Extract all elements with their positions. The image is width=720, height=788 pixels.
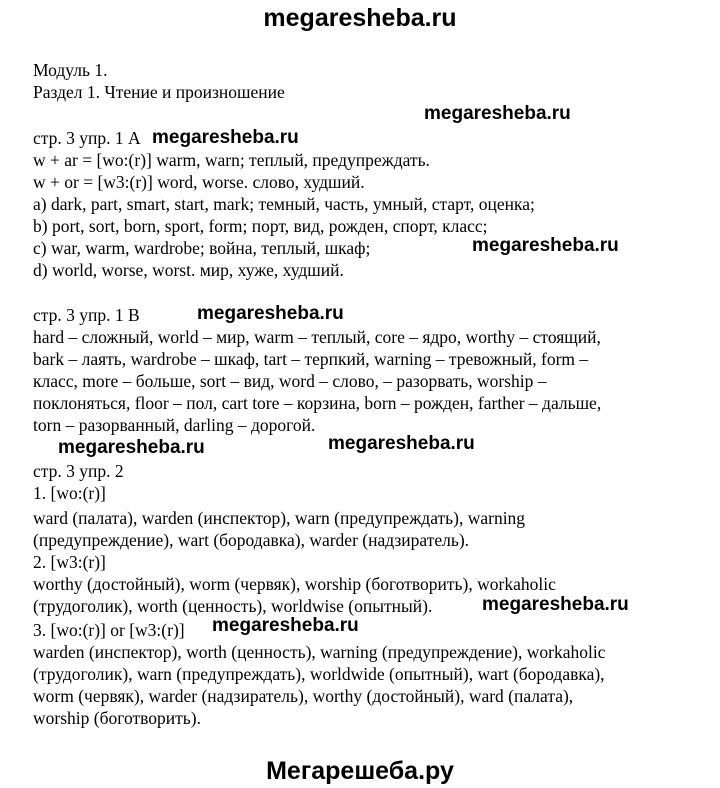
exercise-2-part2-header: 2. [w3:(r)] <box>33 552 106 572</box>
watermark-inline: megaresheba.ru <box>328 433 475 454</box>
watermark-inline: megaresheba.ru <box>424 103 571 124</box>
exercise-1b-line: torn – разорванный, darling – дорогой. <box>33 415 316 435</box>
exercise-2-part2-line: (трудоголик), worth (ценность), worldwise (опытный). <box>33 596 433 616</box>
exercise-2-part1-header: 1. [wo:(r)] <box>33 483 106 503</box>
watermark-inline: megaresheba.ru <box>197 303 344 324</box>
watermark-inline: megaresheba.ru <box>58 437 205 458</box>
watermark-inline: megaresheba.ru <box>472 235 619 256</box>
exercise-1b-line: класс, more – больше, sort – вид, word – слово, – разорвать, worship – <box>33 371 547 391</box>
exercise-1a-line: w + or = [w3:(r)] word, worse. слово, худший. <box>33 172 365 192</box>
section-title: Раздел 1. Чтение и произношение <box>33 82 285 102</box>
exercise-2-part3-line: worship (боготворить). <box>33 708 201 728</box>
exercise-1b-line: hard – сложный, world – мир, warm – теплый, core – ядро, worthy – стоящий, <box>33 327 601 347</box>
exercise-1a-line: w + ar = [wo:(r)] warm, warn; теплый, предупреждать. <box>33 150 430 170</box>
exercise-2-part2-line: worthy (достойный), worm (червяк), worship (боготворить), workaholic <box>33 574 556 594</box>
exercise-2-part3-header: 3. [wo:(r)] or [w3:(r)] <box>33 620 185 640</box>
exercise-2-part3-line: warden (инспектор), worth (ценность), warning (предупреждение), workaholic <box>33 642 606 662</box>
watermark-bottom: Мегарешеба.ру <box>266 757 454 785</box>
exercise-2-part1-line: (предупреждение), wart (бородавка), warder (надзиратель). <box>33 530 470 550</box>
watermark-top: megaresheba.ru <box>263 4 457 32</box>
exercise-2-part3-line: worm (червяк), warder (надзиратель), worthy (достойный), ward (палата), <box>33 686 574 706</box>
watermark-inline: megaresheba.ru <box>152 127 299 148</box>
exercise-1b-line: bark – лаять, wardrobe – шкаф, tart – терпкий, warning – тревожный, form – <box>33 349 589 369</box>
exercise-1b-header: стр. 3 упр. 1 B <box>33 305 140 325</box>
exercise-1a-line: b) port, sort, born, sport, form; порт, вид, рожден, спорт, класс; <box>33 216 488 236</box>
exercise-2-header: стр. 3 упр. 2 <box>33 461 124 481</box>
watermark-inline: megaresheba.ru <box>482 594 629 615</box>
exercise-1a-line: c) war, warm, wardrobe; война, теплый, шкаф; <box>33 238 371 258</box>
module-title: Модуль 1. <box>33 60 108 80</box>
watermark-inline: megaresheba.ru <box>212 615 359 636</box>
exercise-1a-line: d) world, worse, worst. мир, хуже, худший. <box>33 260 344 280</box>
exercise-2-part1-line: ward (палата), warden (инспектор), warn (предупреждать), warning <box>33 508 526 528</box>
exercise-2-part3-line: (трудоголик), warn (предупреждать), worldwide (опытный), wart (бородавка), <box>33 664 605 684</box>
exercise-1b-line: поклоняться, floor – пол, cart tore – корзина, born – рожден, farther – дальше, <box>33 393 602 413</box>
exercise-1a-line: a) dark, part, smart, start, mark; темный, часть, умный, старт, оценка; <box>33 194 535 214</box>
exercise-1a-header: стр. 3 упр. 1 А <box>33 128 141 148</box>
